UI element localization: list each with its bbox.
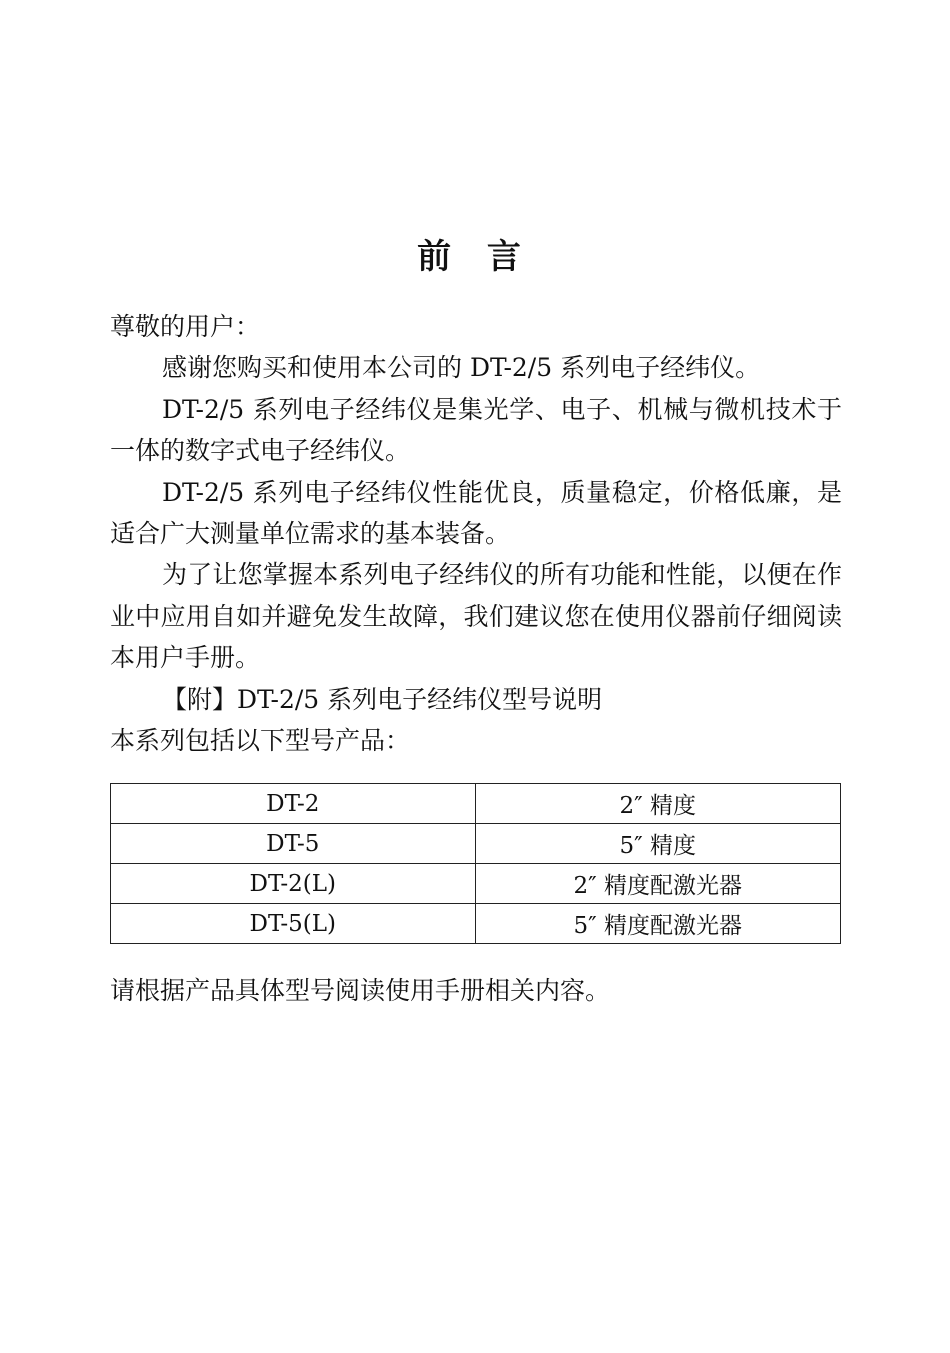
description-cell: 5″ 精度配激光器	[475, 904, 840, 944]
table-row	[111, 784, 841, 824]
preface-body	[110, 306, 842, 761]
appendix-heading: 【附】DT-2/5 系列电子经纬仪型号说明	[162, 684, 603, 714]
model-cell: DT-2(L)	[111, 864, 476, 904]
table-row	[111, 864, 841, 904]
model-cell: DT-2	[111, 784, 476, 824]
model-cell: DT-5	[111, 824, 476, 864]
table-row	[111, 824, 841, 864]
description-cell: 2″ 精度	[475, 784, 840, 824]
paragraph-description: DT-2/5 系列电子经纬仪是集光学、电子、机械与微机技术于一体的数字式电子经纬仪。	[110, 394, 842, 466]
paragraph-performance: DT-2/5 系列电子经纬仪性能优良，质量稳定，价格低廉，是适合广大测量单位需求的基本装备。	[110, 477, 842, 549]
table-row	[111, 904, 841, 944]
model-cell: DT-5(L)	[111, 904, 476, 944]
page-title: 前 言	[417, 237, 533, 277]
paragraph-thanks: 感谢您购买和使用本公司的 DT-2/5 系列电子经纬仪。	[162, 353, 761, 383]
paragraph-recommendation: 为了让您掌握本系列电子经纬仪的所有功能和性能，以便在作业中应用自如并避免发生故障，我们建议您在使用仪器前仔细阅读本用户手册。	[110, 560, 842, 673]
closing-note: 请根据产品具体型号阅读使用手册相关内容。	[110, 976, 611, 1005]
description-cell: 2″ 精度配激光器	[475, 864, 840, 904]
table-intro: 本系列包括以下型号产品：	[110, 726, 411, 756]
description-cell: 5″ 精度	[475, 824, 840, 864]
salutation: 尊敬的用户：	[110, 312, 261, 341]
model-table	[110, 783, 841, 944]
